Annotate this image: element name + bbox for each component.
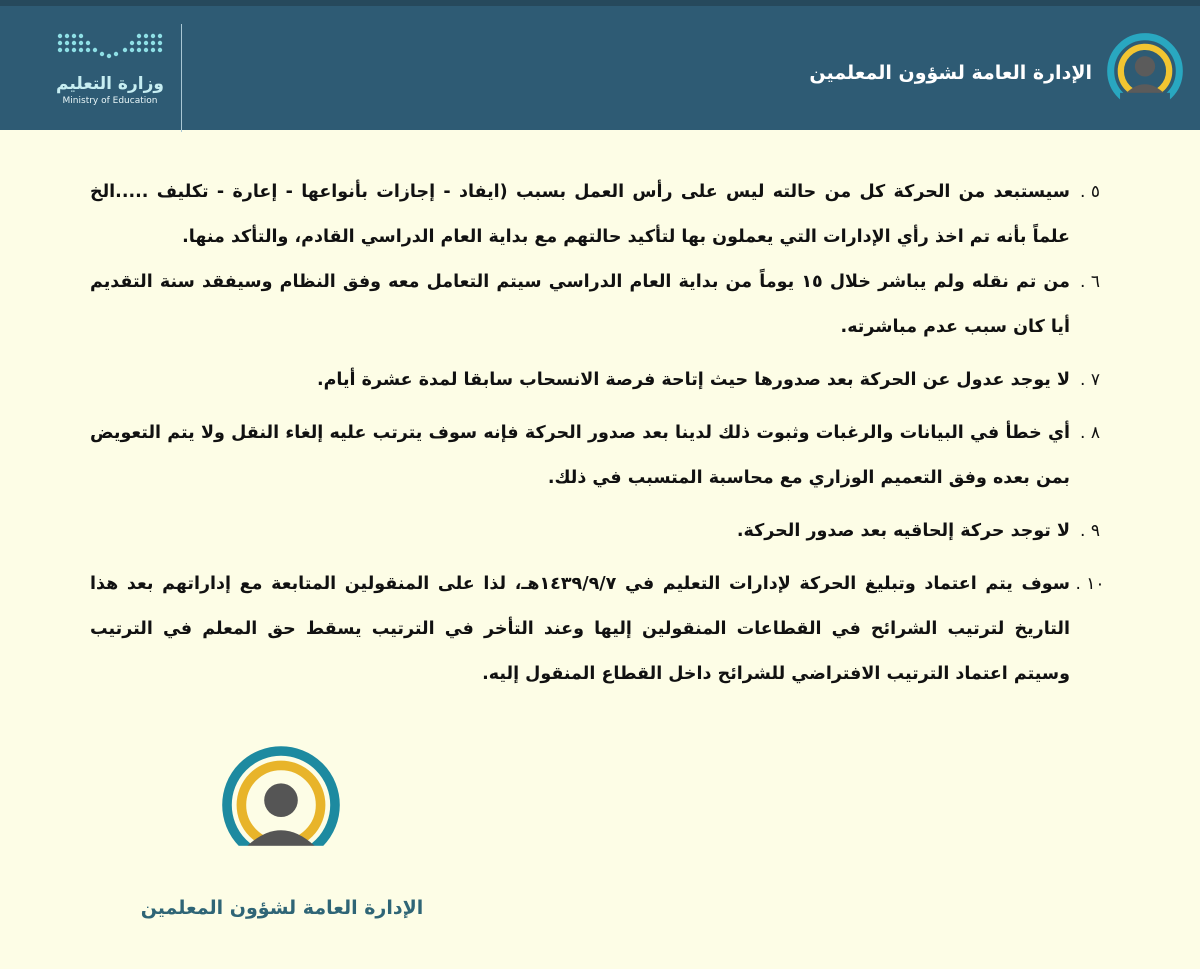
header-divider (181, 24, 182, 132)
teachers-affairs-logo-icon (1106, 32, 1184, 110)
ministry-name-english: Ministry of Education (62, 96, 158, 106)
item-number: ٨ . (1080, 423, 1100, 443)
item-text: لا توجد حركة إلحاقيه بعد صدور الحركة. (736, 521, 1070, 541)
teachers-affairs-emblem-icon (221, 745, 341, 865)
footer-title: الإدارة العامة لشؤون المعلمين (140, 897, 424, 919)
list-item (90, 562, 1110, 697)
item-number: ١٠ . (1075, 574, 1105, 594)
list-item (90, 260, 1110, 350)
list-item (90, 358, 1110, 403)
item-text: لا يوجد عدول عن الحركة بعد صدورها حيث إتاحة فرصة الانسحاب سابقا لمدة عشرة أيام. (316, 370, 1070, 390)
item-number: ٦ . (1080, 272, 1100, 292)
item-number: ٧ . (1080, 370, 1100, 390)
list-item (90, 411, 1110, 501)
header-title: الإدارة العامة لشؤون المعلمين (809, 62, 1092, 84)
conditions-list (90, 170, 1110, 697)
list-item (90, 509, 1110, 554)
item-number: ٥ . (1080, 182, 1100, 202)
page-header (0, 0, 1200, 130)
item-text: سوف يتم اعتماد وتبليغ الحركة لإدارات التعليم في ١٤٣٩/٩/٧هـ، لذا على المنقولين المتابعة مع إداراتهم بعد هذا التاريخ لترتيب الشرائح في القطاعات المنقولين إليها وعند التأخر في الترتيب يسقط حق المعلم في الترتيب وسيتم اعتماد الترتيب الافتراضي للشرائح داخل القطاع المنقول إليه. (90, 574, 1070, 684)
ministry-of-education-logo (40, 30, 180, 126)
ministry-dots-emblem (50, 30, 170, 70)
ministry-name-arabic: وزارة التعليم (56, 74, 164, 94)
list-item (90, 170, 1110, 260)
item-text: أي خطأ في البيانات والرغبات وثبوت ذلك لدينا بعد صدور الحركة فإنه سوف يترتب عليه إلغاء النقل ولا يتم التعويض بمن بعده وفق التعميم الوزاري مع محاسبة المتسبب في ذلك. (90, 423, 1070, 488)
item-text: سيستبعد من الحركة كل من حالته ليس على رأس العمل بسبب (ايفاد - إجازات بأنواعها - إعارة - تكليف .....الخ علماً بأنه تم اخذ رأي الإدارات التي يعملون بها لتأكيد حالتهم مع بداية العام الدراسي القادم، والتأكد منها. (90, 182, 1070, 247)
item-text: من تم نقله ولم يباشر خلال ١٥ يوماً من بداية العام الدراسي سيتم التعامل معه وفق النظام وسيفقد سنة التقديم أيا كان سبب عدم مباشرته. (90, 272, 1070, 337)
item-number: ٩ . (1080, 521, 1100, 541)
